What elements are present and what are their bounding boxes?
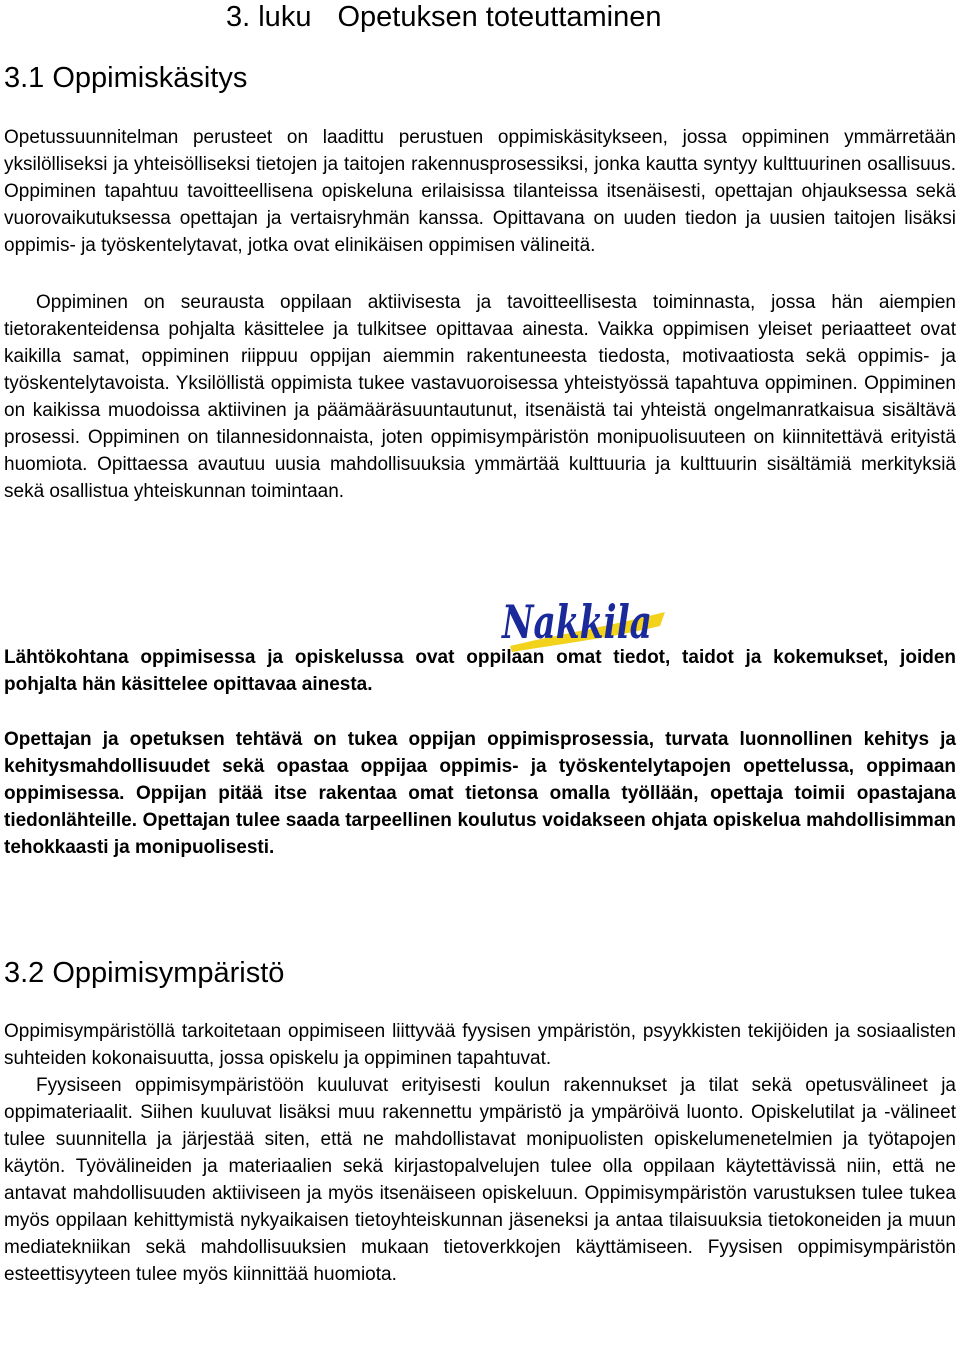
chapter-heading: [226, 0, 662, 34]
paragraph-oppimisymparisto-intro: Oppimisympäristöllä tarkoitetaan oppimiseen liittyvää fyysisen ympäristön, psyykkisten tekijöiden ja sosiaalisten suhteiden kokonaisuutta, jossa opiskelu ja oppiminen tapahtuvat.: [4, 1021, 956, 1069]
paragraph-fyysinen-ymparisto: Fyysiseen oppimisympäristöön kuuluvat erityisesti koulun rakennukset ja tilat sekä opetusvälineet ja oppimateriaalit. Siihen kuuluvat lisäksi muu rakennettu ympäristö ja ympäröivä luonto. Opiskelutilat ja -välineet tulee suunnitella ja järjestää siten, että ne mahdollistavat monipuolisten opiskelumenetelmien ja työtapojen käytön. Työvälineiden ja materiaalien sekä kirjastopalvelujen tulee olla oppilaan käytettävissä niin, että ne antavat mahdollisuuden aktiiviseen ja myös itsenäiseen opiskeluun. Oppimisympäristön varustuksen tulee tukea myös oppilaan kehittymistä nykyaikaisen tietoyhteiskunnan jäseneksi ja antaa tilaisuuksia tietokoneiden ja muun mediatekniikan sekä mahdollisuuksien mukaan tietoverkkojen käyttämiseen. Fyysisen oppimisympäristön esteettisyyteen tulee myös kiinnittää huomiota.: [4, 1075, 956, 1285]
logo-text: Nakkila: [500, 595, 652, 649]
bold-paragraph-lahtokohta: Lähtökohtana oppimisessa ja opiskelussa ovat oppilaan omat tiedot, taidot ja kokemukset, joiden pohjalta hän käsittelee opittavaa ainesta.: [4, 647, 956, 695]
bold-paragraph-opettajan-tehtava: Opettajan ja opetuksen tehtävä on tukea oppijan oppimisprosessia, turvata luonnollinen kehitys ja kehitysmahdollisuudet sekä opastaa oppijaa oppimis- ja työskentelytapojen opettelussa, oppimaan oppimisessa. Oppijan pitää itse rakentaa omat tietonsa omalla työllään, opettaja toimii opastajana tiedonlähteille. Opettajan tulee saada tarpeellinen koulutus voidakseen ohjata opiskelua mahdollisimman tehokkaasti ja monipuolisesti.: [4, 729, 956, 858]
chapter-number: 3. luku: [226, 1, 312, 33]
section-heading-oppimisymparisto: 3.2 Oppimisympäristö: [4, 957, 285, 989]
paragraph-oppimiskasitys-intro: Opetussuunnitelman perusteet on laadittu perustuen oppimiskäsitykseen, jossa oppiminen ymmärretään yksilölliseksi ja yhteisölliseksi tietojen ja taitojen rakennusprosessiksi, jonka kautta syntyy kulttuurinen osallisuus. Oppiminen tapahtuu tavoitteellisena opiskeluna erilaisissa tilanteissa itsenäisesti, opettajan ohjauksessa sekä vuorovaikutuksessa opettajan ja vertaisryhmän kanssa. Opittavana on uuden tiedon ja uusien taitojen lisäksi oppimis- ja työskentelytavat, jotka ovat elinikäisen oppimisen välineitä.: [4, 127, 956, 256]
section-heading-oppimiskasitys: 3.1 Oppimiskäsitys: [4, 62, 248, 94]
chapter-title: Opetuksen toteuttaminen: [337, 1, 662, 33]
paragraph-oppiminen: Oppiminen on seurausta oppilaan aktiivisesta ja tavoitteellisesta toiminnasta, jossa hän aiempien tietorakenteidensa pohjalta käsittelee ja tulkitsee opittavaa ainesta. Vaikka oppimisen yleiset periaatteet ovat kaikilla samat, oppiminen riippuu oppijan aiemmin rakentuneesta tiedosta, motivaatiosta sekä oppimis- ja työskentelytavoista. Yksilöllistä oppimista tukee vastavuoroisessa yhteistyössä tapahtuva oppiminen. Oppiminen on kaikissa muodoissa aktiivinen ja päämääräsuuntautunut, itsenäistä tai yhteistä ongelmanratkaisua sisältävä prosessi. Oppiminen on tilannesidonnaista, joten oppimisympäristön monipuolisuuteen on kiinnitettävä erityistä huomiota. Opittaessa avautuu uusia mahdollisuuksia ymmärtää kulttuuria ja kulttuurin sisältämiä merkityksiä sekä osallistua yhteiskunnan toimintaan.: [4, 292, 956, 502]
